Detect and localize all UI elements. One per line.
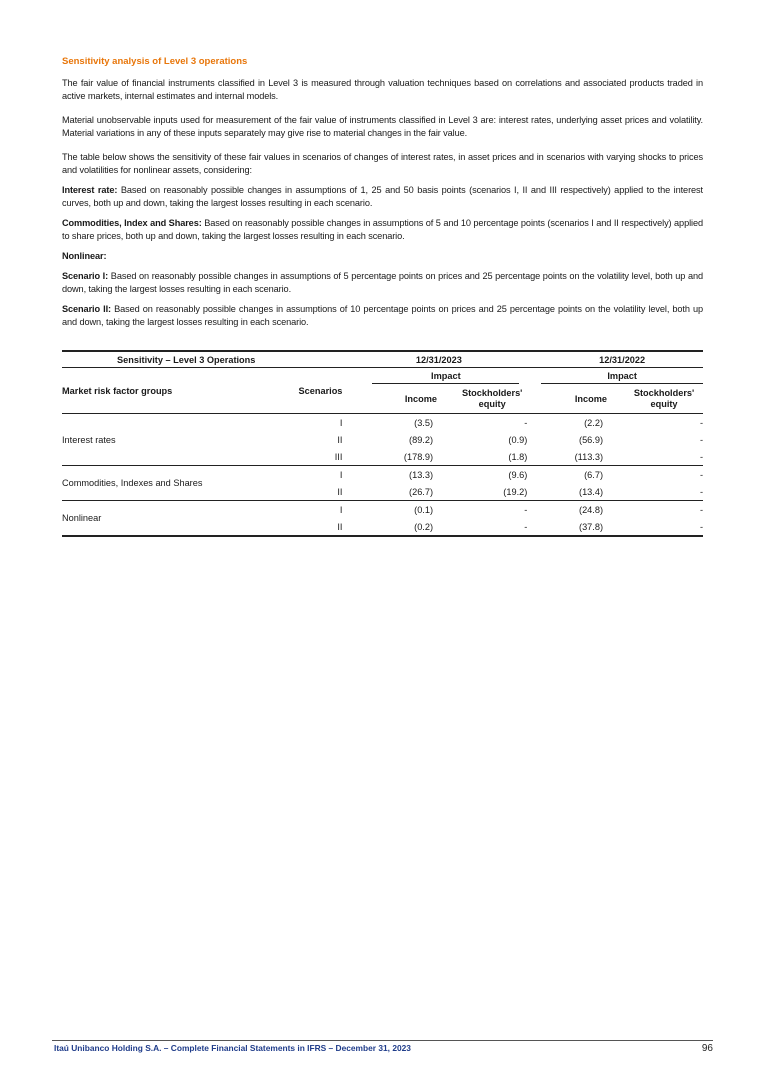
cell-equity-2022: -	[699, 417, 703, 428]
paragraph-scenario-1	[62, 270, 703, 296]
interest-rate-label: Interest rate:	[62, 185, 118, 195]
cell-income-2023: (178.9)	[350, 448, 457, 466]
table-row	[62, 466, 703, 484]
page-number: 96	[701, 1043, 713, 1054]
cell-income-2023: (89.2)	[409, 434, 434, 445]
header-scenarios: Scenarios	[283, 368, 350, 414]
table-row	[62, 414, 703, 432]
cell-income-2023: (26.7)	[350, 483, 457, 501]
cell-equity-2023: -	[524, 417, 528, 428]
cell-income-2022: (2.2)	[584, 417, 604, 428]
header-date-2022: 12/31/2022	[527, 351, 703, 368]
impact-2023-label: Impact	[372, 371, 519, 384]
cell-scenario: II	[337, 434, 343, 445]
cell-scenario: II	[283, 518, 350, 536]
header-equity-2022: Stockholders' equity	[625, 386, 703, 414]
nonlinear-label: Nonlinear:	[62, 251, 107, 261]
cell-income-2022: (37.8)	[527, 518, 625, 536]
paragraph-fair-value: The fair value of financial instruments classified in Level 3 is measured through valuation techniques based on correlations and associated products traded in active markets, internal estimates and internal models.	[62, 78, 703, 101]
paragraph-commodities	[62, 217, 703, 243]
cell-equity-2022: -	[699, 469, 703, 480]
paragraph-unobservable-inputs: Material unobservable inputs used for measurement of the fair value of instruments classified in Level 3 are: interest rates, underlying asset prices and volatility. Material variations in any of these inputs separately may give rise to material changes in the fair value.	[62, 115, 703, 138]
paragraph-scenario-2	[62, 303, 703, 329]
cell-income-2022: (6.7)	[584, 469, 604, 480]
commodities-label: Commodities, Index and Shares:	[62, 218, 202, 228]
cell-equity-2023: -	[457, 518, 527, 536]
commodities-text: Based on reasonably possible changes in assumptions of 5 and 10 percentage points (scenarios I and II respectively) applied to share prices, both up and down, taking the largest losses resulting in each scenario.	[62, 218, 703, 241]
cell-income-2023: (0.1)	[414, 504, 434, 515]
cell-equity-2023: (0.9)	[508, 434, 528, 445]
cell-scenario: I	[339, 417, 343, 428]
page-content	[62, 56, 704, 532]
scenario-2-text: Based on reasonably possible changes in assumptions of 10 percentage points on prices and 25 percentage points on the volatility level, both up and down, taking the largest losses resulting in each scenario.	[62, 304, 703, 327]
cell-equity-2022: -	[625, 448, 703, 466]
cell-income-2022: (56.9)	[579, 434, 604, 445]
paragraph-interest-rate	[62, 184, 703, 210]
table-caption: Sensitivity – Level 3 Operations	[62, 351, 350, 368]
cell-equity-2022: -	[625, 483, 703, 501]
cell-equity-2023: -	[524, 504, 528, 515]
cell-equity-2023: (1.8)	[457, 448, 527, 466]
cell-income-2023: (0.2)	[350, 518, 457, 536]
footer-text: Itaú Unibanco Holding S.A. – Complete Financial Statements in IFRS – December 31, 2023	[54, 1043, 411, 1053]
cell-scenario: I	[339, 469, 343, 480]
cell-equity-2022: -	[699, 504, 703, 515]
header-impact-2023	[350, 368, 527, 387]
scenario-1-label: Scenario I:	[62, 271, 109, 281]
sensitivity-table	[62, 350, 703, 537]
header-equity-2023: Stockholders' equity	[457, 386, 527, 414]
cell-income-2022: (24.8)	[579, 504, 604, 515]
group-nonlinear: Nonlinear	[62, 501, 283, 537]
header-income-2023: Income	[350, 386, 457, 414]
impact-2022-label: Impact	[541, 371, 703, 384]
table-row	[62, 501, 703, 519]
paragraph-table-intro: The table below shows the sensitivity of these fair values in scenarios of changes of interest rates, in asset prices and in scenarios with varying shocks to prices and volatilities for nonlinear assets, considering:	[62, 152, 703, 175]
group-commodities: Commodities, Indexes and Shares	[62, 466, 283, 501]
paragraph-nonlinear-heading	[62, 250, 703, 263]
cell-equity-2022: -	[699, 434, 703, 445]
interest-rate-text: Based on reasonably possible changes in assumptions of 1, 25 and 50 basis points (scenarios I, II and III respectively) applied to the interest curves, both up and down, taking the largest losses resulting in each scenario.	[62, 185, 703, 208]
page-footer	[54, 1043, 713, 1053]
scenario-2-label: Scenario II:	[62, 304, 111, 314]
cell-scenario: I	[339, 504, 343, 515]
header-date-2023: 12/31/2023	[350, 351, 527, 368]
cell-equity-2022: -	[625, 518, 703, 536]
group-interest-rates: Interest rates	[62, 414, 283, 466]
section-title: Sensitivity analysis of Level 3 operations	[62, 56, 248, 67]
header-market-risk-groups: Market risk factor groups	[62, 368, 283, 414]
cell-income-2023: (3.5)	[414, 417, 434, 428]
cell-equity-2023: (9.6)	[508, 469, 528, 480]
footer-divider	[52, 1040, 713, 1041]
header-income-2022: Income	[527, 386, 625, 414]
cell-scenario: II	[283, 483, 350, 501]
cell-income-2022: (13.4)	[527, 483, 625, 501]
cell-scenario: III	[283, 448, 350, 466]
cell-income-2023: (13.3)	[409, 469, 434, 480]
cell-income-2022: (113.3)	[527, 448, 625, 466]
cell-equity-2023: (19.2)	[457, 483, 527, 501]
header-impact-2022	[527, 368, 703, 387]
scenario-1-text: Based on reasonably possible changes in assumptions of 5 percentage points on prices and 25 percentage points on the volatility level, both up and down, taking the largest losses resulting in each scenario.	[62, 271, 704, 294]
